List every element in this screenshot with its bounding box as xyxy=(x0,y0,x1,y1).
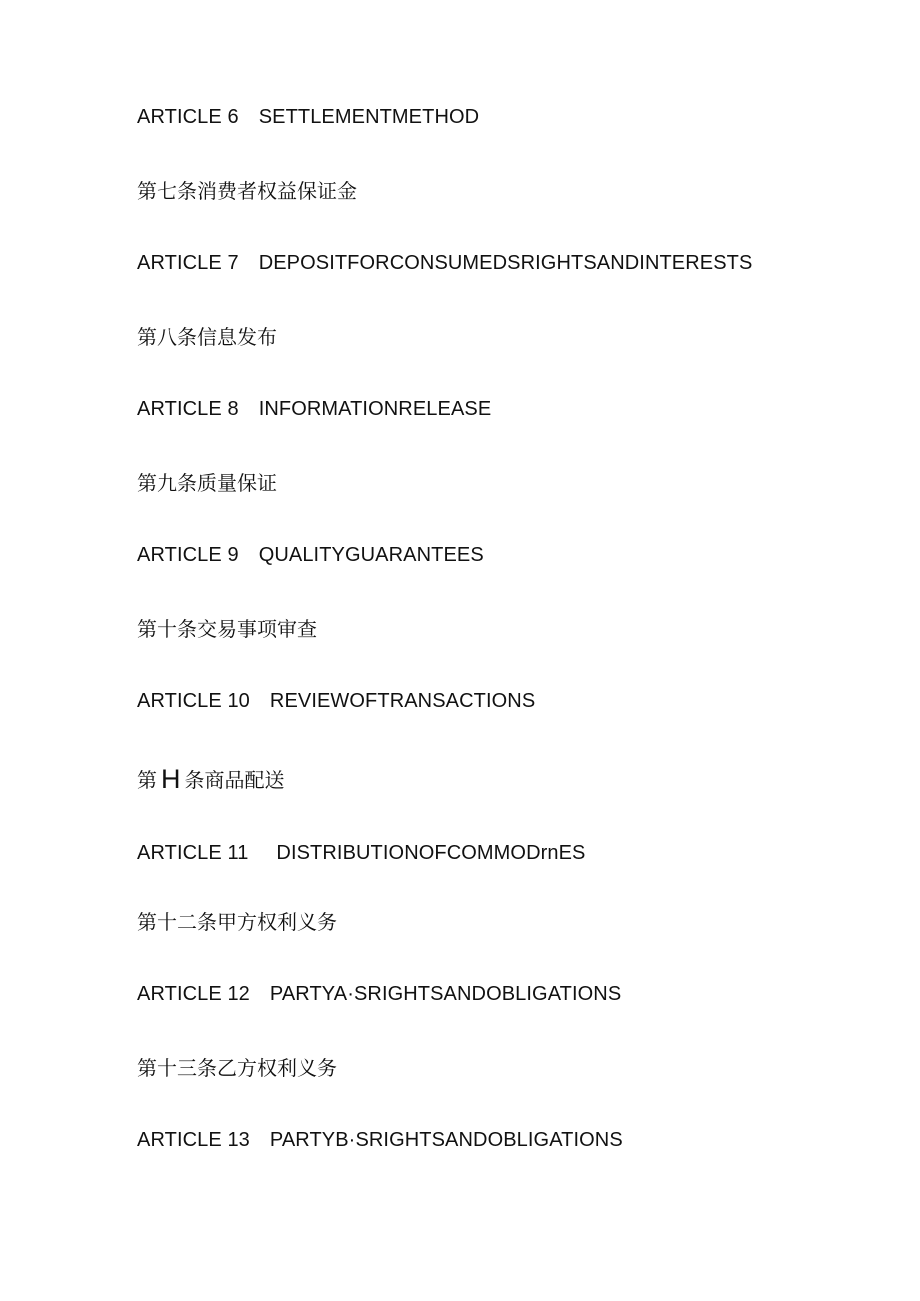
article-13-chinese-heading: 第十三条乙方权利义务 xyxy=(137,1056,337,1080)
article-10-chinese-heading: 第十条交易事项审查 xyxy=(137,617,317,641)
article-label: ARTICLE 10 xyxy=(137,690,250,712)
article-9-heading xyxy=(137,543,484,567)
zh-prefix: 第 xyxy=(137,768,157,792)
article-label: ARTICLE 9 xyxy=(137,544,239,566)
article-9-chinese-heading: 第九条质量保证 xyxy=(137,471,277,495)
article-title: PARTYA·SRIGHTSANDOBLIGATIONS xyxy=(269,983,622,1005)
article-11-heading xyxy=(137,841,586,865)
article-title: DEPOSITFORCONSUMEDSRIGHTSANDINTERESTS xyxy=(258,252,753,274)
article-13-heading xyxy=(137,1128,623,1152)
article-title: DISTRIBUTIONOFCOMMODrnES xyxy=(276,842,586,864)
article-10-heading xyxy=(137,689,535,713)
article-11-chinese-heading xyxy=(137,764,285,794)
article-title: QUALITYGUARANTEES xyxy=(258,544,484,566)
article-7-heading xyxy=(137,251,752,275)
article-title: REVIEWOFTRANSACTIONS xyxy=(269,690,536,712)
article-label: ARTICLE 12 xyxy=(137,983,250,1005)
article-8-heading xyxy=(137,397,491,421)
article-label: ARTICLE 7 xyxy=(137,252,239,274)
article-title: PARTYB·SRIGHTSANDOBLIGATIONS xyxy=(269,1129,623,1151)
article-label: ARTICLE 6 xyxy=(137,106,239,128)
zh-odd-glyph: H xyxy=(161,764,181,794)
article-12-heading xyxy=(137,982,621,1006)
article-label: ARTICLE 11 xyxy=(137,842,249,864)
article-title: SETTLEMENTMETHOD xyxy=(258,106,480,128)
article-6-heading xyxy=(137,105,479,129)
article-label: ARTICLE 13 xyxy=(137,1129,250,1151)
article-title: INFORMATIONRELEASE xyxy=(258,398,492,420)
article-7-chinese-heading: 第七条消费者权益保证金 xyxy=(137,179,357,203)
article-8-chinese-heading: 第八条信息发布 xyxy=(137,325,277,349)
zh-suffix: 条商品配送 xyxy=(184,768,285,792)
article-label: ARTICLE 8 xyxy=(137,398,239,420)
article-12-chinese-heading: 第十二条甲方权利义务 xyxy=(137,910,337,934)
